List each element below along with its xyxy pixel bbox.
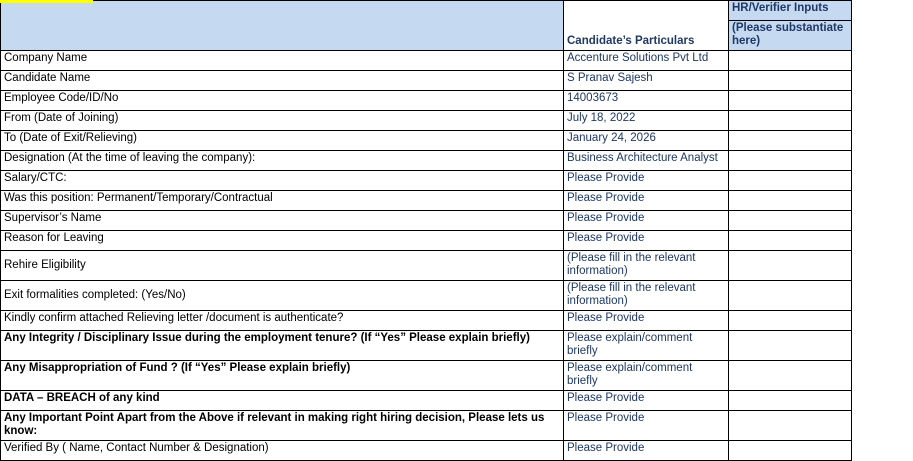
row-candidate-value[interactable]: Please Provide — [564, 211, 729, 231]
row-hr-input[interactable] — [729, 111, 852, 131]
row-label: Kindly confirm attached Relieving letter /document is authenticate? — [1, 311, 564, 331]
table-header-row-1 — [1, 1, 852, 21]
table-row — [1, 361, 852, 391]
row-hr-input[interactable] — [729, 51, 852, 71]
row-candidate-value[interactable]: 14003673 — [564, 91, 729, 111]
row-label: DATA – BREACH of any kind — [1, 391, 564, 411]
row-hr-input[interactable] — [729, 281, 852, 311]
table-row — [1, 391, 852, 411]
row-candidate-value[interactable]: Please Provide — [564, 411, 729, 441]
row-hr-input[interactable] — [729, 391, 852, 411]
table-row — [1, 331, 852, 361]
row-label: Company Name — [1, 51, 564, 71]
row-hr-input[interactable] — [729, 91, 852, 111]
row-label: Designation (At the time of leaving the company): — [1, 151, 564, 171]
row-candidate-value[interactable]: Please Provide — [564, 391, 729, 411]
table-row — [1, 191, 852, 211]
row-label: Exit formalities completed: (Yes/No) — [1, 281, 564, 311]
table-row — [1, 51, 852, 71]
table-row — [1, 231, 852, 251]
row-candidate-value[interactable]: Business Architecture Analyst — [564, 151, 729, 171]
row-hr-input[interactable] — [729, 441, 852, 461]
table-body — [1, 1, 852, 461]
table-row — [1, 441, 852, 461]
table-row — [1, 131, 852, 151]
table-row — [1, 251, 852, 281]
highlight-strip — [0, 0, 93, 3]
row-label: Candidate Name — [1, 71, 564, 91]
row-label: To (Date of Exit/Relieving) — [1, 131, 564, 151]
row-label: Salary/CTC: — [1, 171, 564, 191]
row-candidate-value[interactable]: Accenture Solutions Pvt Ltd — [564, 51, 729, 71]
table-row — [1, 151, 852, 171]
row-hr-input[interactable] — [729, 211, 852, 231]
table-row — [1, 411, 852, 441]
row-candidate-value[interactable]: January 24, 2026 — [564, 131, 729, 151]
row-label: Verified By ( Name, Contact Number & Designation) — [1, 441, 564, 461]
row-candidate-value[interactable]: Please Provide — [564, 191, 729, 211]
row-candidate-value[interactable]: Please Provide — [564, 311, 729, 331]
row-hr-input[interactable] — [729, 191, 852, 211]
row-candidate-value[interactable]: Please Provide — [564, 441, 729, 461]
table-row — [1, 281, 852, 311]
header-candidate-column: Candidate’s Particulars — [564, 1, 729, 51]
table-row — [1, 71, 852, 91]
header-hr-column-line1: HR/Verifier Inputs — [729, 1, 852, 21]
row-label: From (Date of Joining) — [1, 111, 564, 131]
row-candidate-value[interactable]: July 18, 2022 — [564, 111, 729, 131]
row-hr-input[interactable] — [729, 231, 852, 251]
row-hr-input[interactable] — [729, 251, 852, 281]
row-hr-input[interactable] — [729, 131, 852, 151]
table-row — [1, 111, 852, 131]
table-row — [1, 91, 852, 111]
row-hr-input[interactable] — [729, 331, 852, 361]
row-label: Any Integrity / Disciplinary Issue during the employment tenure? (If “Yes” Please explain briefly) — [1, 331, 564, 361]
row-hr-input[interactable] — [729, 151, 852, 171]
row-hr-input[interactable] — [729, 71, 852, 91]
row-label: Any Important Point Apart from the Above if relevant in making right hiring decision, Please lets us know: — [1, 411, 564, 441]
row-candidate-value[interactable]: Please Provide — [564, 231, 729, 251]
row-candidate-value[interactable]: (Please fill in the relevant information) — [564, 281, 729, 311]
row-label: Reason for Leaving — [1, 231, 564, 251]
row-hr-input[interactable] — [729, 171, 852, 191]
table-row — [1, 171, 852, 191]
row-hr-input[interactable] — [729, 311, 852, 331]
row-label: Employee Code/ID/No — [1, 91, 564, 111]
row-hr-input[interactable] — [729, 411, 852, 441]
header-hr-column-line2: (Please substantiate here) — [729, 21, 852, 51]
header-blank-cell — [1, 1, 564, 51]
row-candidate-value[interactable]: (Please fill in the relevant information) — [564, 251, 729, 281]
row-candidate-value[interactable]: Please explain/comment briefly — [564, 331, 729, 361]
row-label: Was this position: Permanent/Temporary/Contractual — [1, 191, 564, 211]
row-hr-input[interactable] — [729, 361, 852, 391]
row-candidate-value[interactable]: Please Provide — [564, 171, 729, 191]
row-candidate-value[interactable]: Please explain/comment briefly — [564, 361, 729, 391]
table-row — [1, 211, 852, 231]
row-label: Any Misappropriation of Fund ? (If “Yes” Please explain briefly) — [1, 361, 564, 391]
row-label: Rehire Eligibility — [1, 251, 564, 281]
row-candidate-value[interactable]: S Pranav Sajesh — [564, 71, 729, 91]
row-label: Supervisor’s Name — [1, 211, 564, 231]
table-row — [1, 311, 852, 331]
